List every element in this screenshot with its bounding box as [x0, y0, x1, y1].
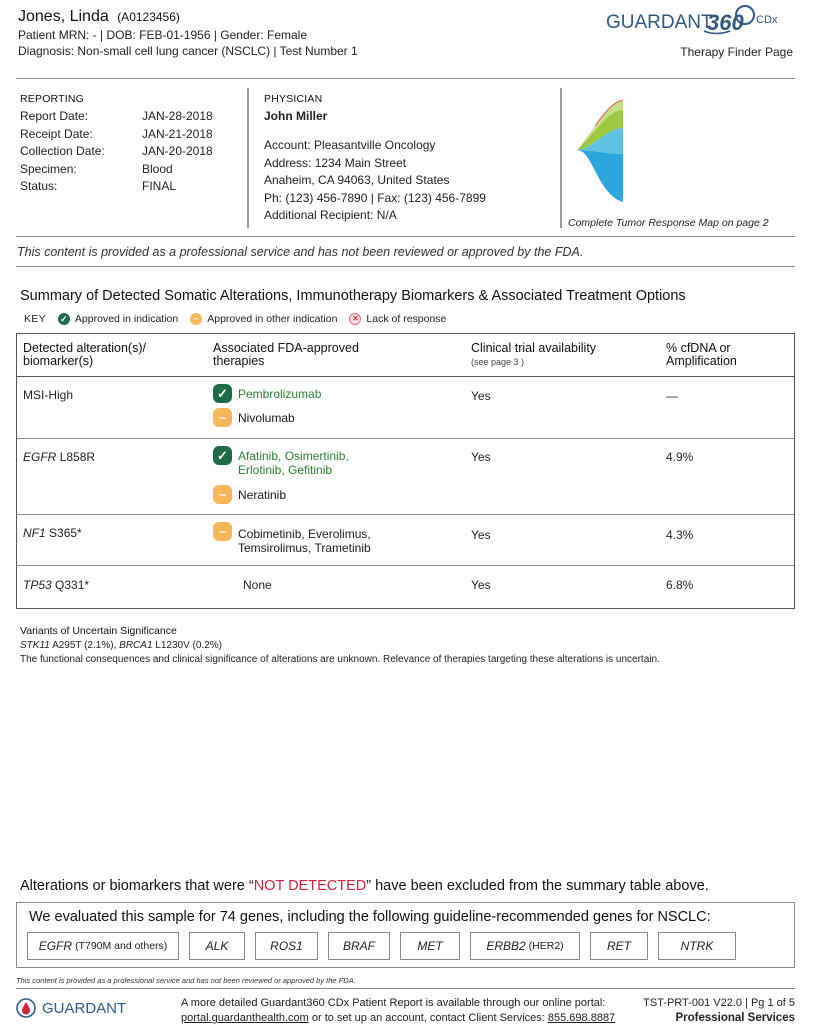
column-header: % cfDNA or Amplification — [666, 341, 737, 368]
gene-chip-name: ALK — [205, 939, 229, 953]
footer-line2 — [181, 1011, 615, 1026]
document-id: TST-PRT-001 V22.0 | Pg 1 of 5 — [643, 997, 795, 1009]
tilde-badge-icon: ~ — [213, 522, 232, 541]
summary-title: Summary of Detected Somatic Alterations, Immunotherapy Biomarkers & Associated Treatment Options — [20, 288, 686, 304]
column-header: Detected alteration(s)/ biomarker(s) — [23, 341, 146, 368]
x-circle-icon: ✕ — [349, 313, 361, 325]
gene-chip — [255, 932, 318, 960]
therapy-name: Nivolumab — [238, 411, 295, 425]
key-item-other — [190, 313, 337, 325]
field-label: Status: — [20, 179, 58, 193]
gene-chip — [189, 932, 245, 960]
cfdna-value: — — [666, 389, 678, 403]
check-badge-icon: ✓ — [213, 384, 232, 403]
column-header — [471, 342, 596, 369]
trial-availability: Yes — [471, 578, 491, 592]
reporting-row — [20, 108, 213, 126]
cfdna-value: 6.8% — [666, 578, 694, 592]
tilde-badge-icon: ~ — [213, 485, 232, 504]
footer-portal-info — [181, 996, 615, 1026]
gene-chip — [658, 932, 736, 960]
page-label: Therapy Finder Page — [680, 45, 793, 59]
blood-drop-icon — [16, 998, 36, 1018]
alteration-cell — [23, 526, 82, 540]
fda-disclaimer: This content is provided as a professional service and has not been reviewed or approved by the FDA. — [17, 245, 584, 259]
physician-recipient: Additional Recipient: N/A — [264, 208, 397, 222]
alteration-cell — [23, 388, 73, 402]
footer-fda-note: This content is provided as a professional service and has not been reviewed or approved by the FDA. — [16, 976, 356, 985]
gene-chip-name: EGFR — [38, 939, 73, 953]
gene-chip — [590, 932, 648, 960]
alteration-cell — [23, 450, 95, 464]
tumor-map-caption: Complete Tumor Response Map on page 2 — [568, 217, 769, 229]
guardant-footer-logo — [16, 998, 126, 1018]
map-band — [577, 150, 623, 202]
field-value: FINAL — [142, 179, 177, 193]
trial-availability: Yes — [471, 528, 491, 542]
key-item-lack — [349, 313, 446, 325]
therapy-name: Pembrolizumab — [238, 387, 322, 401]
gene-chip — [27, 932, 179, 960]
field-label: Specimen: — [20, 161, 77, 176]
gene-chip-name: ROS1 — [270, 939, 303, 953]
therapy-item — [213, 384, 321, 403]
gene-name: NF1 — [23, 526, 46, 540]
physician-city: Anaheim, CA 94063, United States — [264, 173, 450, 187]
field-label: Collection Date: — [20, 144, 105, 158]
column-header: Associated FDA-approved therapies — [213, 341, 359, 368]
tilde-circle-icon: ~ — [190, 313, 202, 325]
therapy-name: None — [243, 578, 272, 592]
trial-availability: Yes — [471, 450, 491, 464]
physician-details — [264, 137, 486, 225]
alteration-name: Q331* — [55, 578, 90, 592]
reporting-row — [20, 143, 213, 161]
patient-name — [18, 8, 180, 26]
department-label: Professional Services — [675, 1012, 795, 1024]
gene-chip — [470, 932, 580, 960]
nd-highlight: NOT DETECTED — [253, 878, 367, 894]
table-header — [17, 334, 794, 377]
gene-chip-name: MET — [417, 939, 443, 953]
logo-number: 360 — [707, 10, 744, 35]
field-value: Blood — [142, 161, 173, 176]
logo-text: GUARDANT — [606, 12, 713, 33]
key-item-approved — [58, 313, 178, 325]
tumor-response-map-thumbnail[interactable] — [575, 98, 625, 209]
physician-phone: Ph: (123) 456-7890 | Fax: (123) 456-7899 — [264, 190, 486, 205]
section-divider — [560, 88, 562, 228]
physician-account: Account: Pleasantville Oncology — [264, 138, 436, 152]
gene-name: EGFR — [23, 450, 57, 464]
reporting-row — [20, 178, 213, 196]
field-value: JAN-20-2018 — [142, 144, 213, 158]
cfdna-value: 4.3% — [666, 528, 694, 542]
not-detected-note — [20, 878, 709, 894]
reporting-title: REPORTING — [20, 93, 85, 105]
vus-note: The functional consequences and clinical significance of alterations are unknown. Relevance of therapies targeting these alterations is uncertain. — [20, 654, 660, 665]
logo-suffix: CDx — [756, 14, 778, 26]
vus-title: Variants of Uncertain Significance — [20, 625, 177, 637]
key-label: KEY — [24, 313, 46, 325]
summary-table — [16, 333, 795, 609]
alteration-name: S365* — [49, 526, 82, 540]
gene-chip — [400, 932, 460, 960]
patient-id: (A0123456) — [117, 10, 180, 24]
field-label: Report Date: — [20, 109, 89, 123]
alteration-name: MSI-High — [23, 388, 74, 402]
patient-name-text: Jones, Linda — [18, 8, 109, 25]
footer-logo-text: GUARDANT — [42, 999, 127, 1017]
footer-doc-info — [643, 996, 795, 1026]
gene-chip-name: NTRK — [680, 939, 714, 953]
gene-chip-note: (HER2) — [528, 940, 564, 952]
patient-demographics: Patient MRN: - | DOB: FEB-01-1956 | Gender: Female — [18, 28, 308, 42]
therapy-name: Cobimetinib, Everolimus, Temsirolimus, Trametinib — [238, 527, 371, 555]
nd-suffix: ” have been excluded from the summary table above. — [366, 878, 709, 894]
portal-link[interactable]: portal.guardanthealth.com — [181, 1012, 309, 1024]
gene-chip-note: (T790M and others) — [75, 940, 168, 952]
trial-availability: Yes — [471, 389, 491, 403]
header-divider — [16, 78, 795, 79]
gene-name: TP53 — [23, 578, 52, 592]
evaluated-genes-box — [16, 902, 795, 968]
gene-chip-name: BRAF — [342, 939, 375, 953]
check-badge-icon: ✓ — [213, 446, 232, 465]
footer-line1: A more detailed Guardant360 CDx Patient Report is available through our online portal: — [181, 997, 606, 1009]
footer-line2-text: or to set up an account, contact Client Services: — [308, 1012, 548, 1024]
eval-title: We evaluated this sample for 74 genes, including the following guideline-recommended genes for NSCLC: — [29, 909, 711, 925]
reporting-row — [20, 161, 213, 179]
table-row — [17, 377, 794, 439]
divider — [16, 266, 795, 267]
vus-gene: STK11 — [20, 640, 50, 651]
guardant360-logo — [606, 4, 791, 34]
reporting-fields — [20, 108, 213, 196]
therapy-item — [213, 485, 286, 504]
gene-chip-name: RET — [607, 939, 631, 953]
therapy-item — [213, 408, 295, 427]
vus-alteration: L1230V (0.2%) — [155, 640, 223, 651]
tilde-badge-icon: ~ — [213, 408, 232, 427]
legend-key — [24, 313, 452, 325]
table-row — [17, 566, 794, 608]
key-item-label: Lack of response — [366, 313, 447, 325]
nd-prefix: Alterations or biomarkers that were “ — [20, 878, 254, 894]
column-header-label: Clinical trial availability — [471, 341, 597, 355]
gene-chip-list — [27, 932, 736, 960]
physician-name: John Miller — [264, 109, 328, 123]
footer-divider — [16, 988, 795, 989]
see-page-link[interactable]: (see page 3 ) — [471, 357, 525, 367]
divider — [16, 236, 795, 237]
check-circle-icon: ✓ — [58, 313, 70, 325]
client-services-phone[interactable]: 855.698.8887 — [547, 1012, 616, 1024]
vus-list: STK11 A295T (2.1%), BRCA1 L1230V (0.2%) — [20, 640, 223, 651]
table-row — [17, 515, 794, 566]
physician-address: Address: 1234 Main Street — [264, 155, 407, 170]
table-row — [17, 439, 794, 515]
key-item-label: Approved in indication — [74, 313, 179, 325]
physician-title: PHYSICIAN — [264, 93, 323, 105]
key-item-label: Approved in other indication — [207, 313, 338, 325]
field-label: Receipt Date: — [20, 126, 93, 141]
alteration-cell — [23, 578, 89, 592]
field-value: JAN-21-2018 — [142, 126, 213, 141]
therapy-item — [213, 446, 368, 477]
gene-chip-name: ERBB2 — [486, 939, 526, 953]
alteration-name: L858R — [59, 450, 96, 464]
vus-gene: BRCA1 — [119, 640, 153, 651]
reporting-row — [20, 126, 213, 144]
field-value: JAN-28-2018 — [142, 109, 213, 123]
therapy-name: Afatinib, Osimertinib, Erlotinib, Gefitinib — [238, 449, 349, 477]
gene-chip — [328, 932, 390, 960]
therapy-item — [213, 522, 388, 555]
cfdna-value: 4.9% — [666, 450, 694, 464]
vus-alteration: A295T (2.1%) — [52, 640, 114, 651]
therapy-name: Neratinib — [238, 488, 287, 502]
diagnosis-line: Diagnosis: Non-small cell lung cancer (NSCLC) | Test Number 1 — [18, 44, 358, 58]
section-divider — [247, 88, 249, 228]
